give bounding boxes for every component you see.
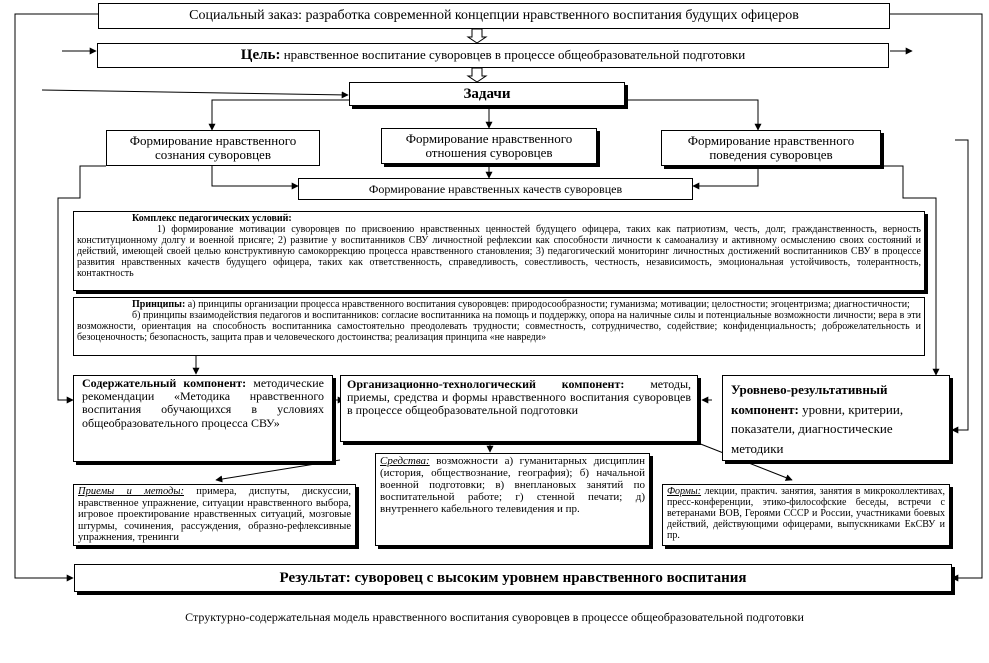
task-box-consciousness — [106, 130, 320, 166]
principles-text-b: б) принципы взаимодействия педагогов и воспитанников: согласие воспитанника на помощь и поддержку, опора на наличные силы и потенциальные возможности личности; вера в эти возможности, ориентация на способность воспитанника самостоятельно преодолевать трудности; совместность, сотрудничество, содействие; конфиденциальность; доброжелательность и безоценочность; безопасность, защита прав и человеческого достоинства; реализация принципа «не навреди» — [77, 310, 921, 343]
principles-text-a: а) принципы организации процесса нравственного воспитания суворовцев: природосообразности; гуманизма; мотивации; целостности; эгоцентризма; диагностичности; — [185, 299, 910, 310]
org-component-text: методы, приемы, средства и формы нравственного воспитания суворовцев в процессе общеобразовательной подготовки — [347, 377, 692, 418]
task-box-behavior — [661, 130, 881, 166]
goal-text: нравственное воспитание суворовцев в процессе общеобразовательной подготовки — [280, 47, 746, 63]
forms-label: Формы: — [667, 486, 702, 497]
content-component-box — [73, 375, 333, 462]
level-component-heading: Уровнево-результативный компонент: — [731, 382, 888, 417]
forms-text: лекции, практич. занятия, занятия в микроколлективах, пресс-конференции, этико-философские беседы, встречи с ветеранами ВОВ, Героями СССР и России, участниками боевых действий, действующими офицерами, выпускниками ЕкСВУ и пр. — [667, 486, 945, 541]
goal-label: Цель: — [240, 47, 281, 64]
org-component-box — [340, 375, 698, 442]
content-component-heading: Содержательный компонент: — [82, 376, 247, 390]
result-box — [74, 564, 952, 592]
methods-label: Приемы и методы: — [78, 486, 184, 497]
means-text: возможности а) гуманитарных дисциплин (история, обществознание, география); б) начальной военной подготовки; в) внеплановых занятий по воспитательной работе; г) стенной печати; д) внутреннего кабельного телевидения и пр. — [380, 455, 645, 516]
methods-text: примера, диспуты, дискуссии, нравственное упражнение, ситуации нравственного выбора, игровое проектирование нравственных ситуаций, мозговые штурмы, сочинения, рассуждения, образно-рефлексивные упражнения, тренинги — [78, 486, 351, 544]
figure-caption: Структурно-содержательная модель нравственного воспитания суворовцев в процессе общеобразовательной подготовки — [185, 610, 804, 624]
forms-box — [662, 484, 950, 546]
result-label: Результат — [279, 569, 346, 586]
tasks-label: Задачи — [463, 85, 511, 102]
conditions-heading: Комплекс педагогических условий: — [132, 213, 292, 224]
task-consciousness-text: Формирование нравственного сознания суворовцев — [129, 132, 297, 162]
methods-box — [73, 484, 356, 546]
qualities-text: Формирование нравственных качеств суворовцев — [368, 181, 623, 196]
tasks-box — [349, 82, 625, 106]
means-label: Средства: — [380, 455, 430, 467]
principles-box — [73, 297, 925, 356]
level-component-box — [722, 375, 950, 461]
means-box — [375, 453, 650, 546]
conditions-text: 1) формирование мотивации суворовцев по присвоению нравственных ценностей будущего офицера, таких как патриотизм, честь, долг, гражданственность, верность конституционному долгу и военной присяге; 2) развитие у воспитанников СВУ личностной рефлексии как способности личности к самоанализу и активному осмыслению своих состояний и действий, имеющей своей целью конструктивную самокоррекцию процесса нравственного становления; 3) педагогический мониторинг личностных достижений воспитанников СВУ в процессе развития нравственных качеств будущего офицера, таких как ответственность, справедливость, совестливость, честность, независимость, эмоциональная устойчивость, толерантность, контактность — [77, 224, 921, 279]
task-behavior-text: Формирование нравственного поведения суворовцев — [687, 132, 855, 162]
principles-heading: Принципы: — [132, 299, 186, 310]
org-component-heading: Организационно-технологический компонент: — [347, 377, 625, 391]
qualities-box — [298, 178, 693, 200]
content-component-text: методические рекомендации «Методика нравственного воспитания обучающихся в условиях общеобразовательного процесса СВУ» — [82, 376, 325, 430]
conditions-box — [73, 211, 925, 291]
goal-box — [97, 43, 889, 68]
level-component-text: уровни, критерии, показатели, диагностические методики — [731, 401, 904, 456]
result-text: : суворовец с высоким уровнем нравственного воспитания — [345, 569, 747, 586]
task-box-attitude — [381, 128, 597, 164]
social-order-text: Социальный заказ: разработка современной концепции нравственного воспитания будущих офицеров — [189, 8, 799, 23]
social-order-box — [98, 3, 890, 29]
task-attitude-text: Формирование нравственного отношения суворовцев — [405, 130, 573, 160]
